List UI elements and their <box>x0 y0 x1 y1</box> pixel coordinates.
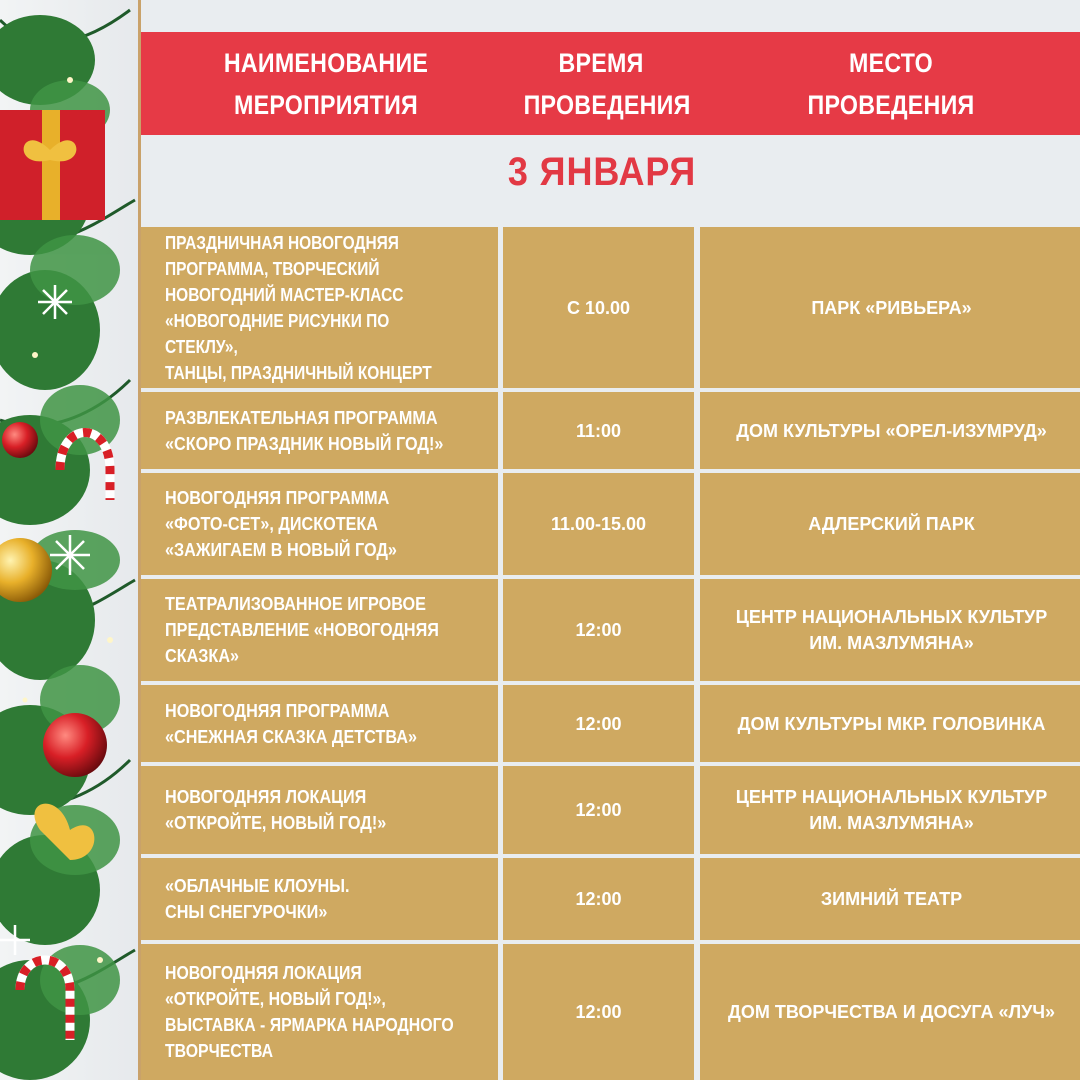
event-time: С 10.00 <box>566 297 631 318</box>
event-place: ДОМ КУЛЬТУРЫ МКР. ГОЛОВИНКА <box>737 713 1046 734</box>
event-time-cell <box>503 858 694 940</box>
table-row <box>141 579 1080 681</box>
event-place-cell <box>700 579 1080 681</box>
event-time: 12:00 <box>575 889 622 909</box>
event-name: РАЗВЛЕКАТЕЛЬНАЯ ПРОГРАММА «СКОРО ПРАЗДНИК НОВЫЙ ГОД!» <box>165 407 444 454</box>
event-name: ПРАЗДНИЧНАЯ НОВОГОДНЯЯ ПРОГРАММА, ТВОРЧЕСКИЙ НОВОГОДНИЙ МАСТЕР-КЛАСС «НОВОГОДНИЕ РИСУНКИ ПО СТЕКЛУ», ТАНЦЫ, ПРАЗДНИЧНЫЙ КОНЦЕРТ <box>165 232 432 383</box>
table-row <box>141 473 1080 575</box>
event-name: ТЕАТРАЛИЗОВАННОЕ ИГРОВОЕ ПРЕДСТАВЛЕНИЕ «НОВОГОДНЯЯ СКАЗКА» <box>165 594 439 666</box>
event-time-cell <box>503 944 694 1080</box>
event-place-cell <box>700 944 1080 1080</box>
event-place-cell <box>700 392 1080 469</box>
event-place: ЦЕНТР НАЦИОНАЛЬНЫХ КУЛЬТУР ИМ. МАЗЛУМЯНА» <box>735 607 1048 653</box>
header-event-time: ВРЕМЯ ПРОВЕДЕНИЯ <box>523 47 691 120</box>
event-time-cell <box>503 766 694 854</box>
event-place-cell <box>700 685 1080 762</box>
event-place: ДОМ КУЛЬТУРЫ «ОРЕЛ-ИЗУМРУД» <box>736 420 1047 441</box>
table-row <box>141 227 1080 388</box>
event-place: ПАРК «РИВЬЕРА» <box>811 297 972 318</box>
event-time: 12:00 <box>575 620 622 640</box>
event-name-cell <box>141 685 498 762</box>
event-time-cell <box>503 227 694 388</box>
table-row <box>141 944 1080 1080</box>
event-time: 11.00-15.00 <box>550 514 647 534</box>
event-name-cell <box>141 579 498 681</box>
event-time: 11:00 <box>575 420 622 441</box>
event-time-cell <box>503 473 694 575</box>
event-time-cell <box>503 685 694 762</box>
event-name-cell <box>141 858 498 940</box>
table-header <box>141 32 1080 135</box>
event-place-cell <box>700 766 1080 854</box>
event-place: ЦЕНТР НАЦИОНАЛЬНЫХ КУЛЬТУР ИМ. МАЗЛУМЯНА» <box>735 787 1048 833</box>
header-event-name: НАИМЕНОВАНИЕ МЕРОПРИЯТИЯ <box>223 47 429 120</box>
event-time-cell <box>503 392 694 469</box>
date-title: 3 ЯНВАРЯ <box>507 150 697 194</box>
table-row <box>141 685 1080 762</box>
event-place: ЗИМНИЙ ТЕАТР <box>820 889 963 909</box>
event-time: 12:00 <box>575 713 622 734</box>
event-time: 12:00 <box>575 1002 622 1022</box>
event-name-cell <box>141 766 498 854</box>
event-name: НОВОГОДНЯЯ ЛОКАЦИЯ «ОТКРОЙТЕ, НОВЫЙ ГОД!» <box>165 787 387 833</box>
event-name: НОВОГОДНЯЯ ПРОГРАММА «СНЕЖНАЯ СКАЗКА ДЕТСТВА» <box>165 700 417 747</box>
table-row <box>141 766 1080 854</box>
table-row <box>141 392 1080 469</box>
event-name-cell <box>141 473 498 575</box>
event-place: АДЛЕРСКИЙ ПАРК <box>808 514 975 534</box>
garland-image <box>0 0 140 1080</box>
event-place-cell <box>700 858 1080 940</box>
christmas-garland-decoration <box>0 0 140 1080</box>
event-name-cell <box>141 227 498 388</box>
table-row <box>141 858 1080 940</box>
schedule-panel <box>138 0 1080 1080</box>
event-name: НОВОГОДНЯЯ ПРОГРАММА «ФОТО-СЕТ», ДИСКОТЕКА «ЗАЖИГАЕМ В НОВЫЙ ГОД» <box>165 488 397 560</box>
event-place-cell <box>700 227 1080 388</box>
event-place: ДОМ ТВОРЧЕСТВА И ДОСУГА «ЛУЧ» <box>728 1002 1055 1022</box>
event-name-cell <box>141 392 498 469</box>
event-time-cell <box>503 579 694 681</box>
event-time: 12:00 <box>575 800 622 820</box>
event-name-cell <box>141 944 498 1080</box>
event-name: НОВОГОДНЯЯ ЛОКАЦИЯ «ОТКРОЙТЕ, НОВЫЙ ГОД!», ВЫСТАВКА - ЯРМАРКА НАРОДНОГО ТВОРЧЕСТВА <box>165 963 454 1061</box>
event-name: «ОБЛАЧНЫЕ КЛОУНЫ. СНЫ СНЕГУРОЧКИ» <box>165 876 350 922</box>
header-event-place: МЕСТО ПРОВЕДЕНИЯ <box>807 47 975 120</box>
event-place-cell <box>700 473 1080 575</box>
